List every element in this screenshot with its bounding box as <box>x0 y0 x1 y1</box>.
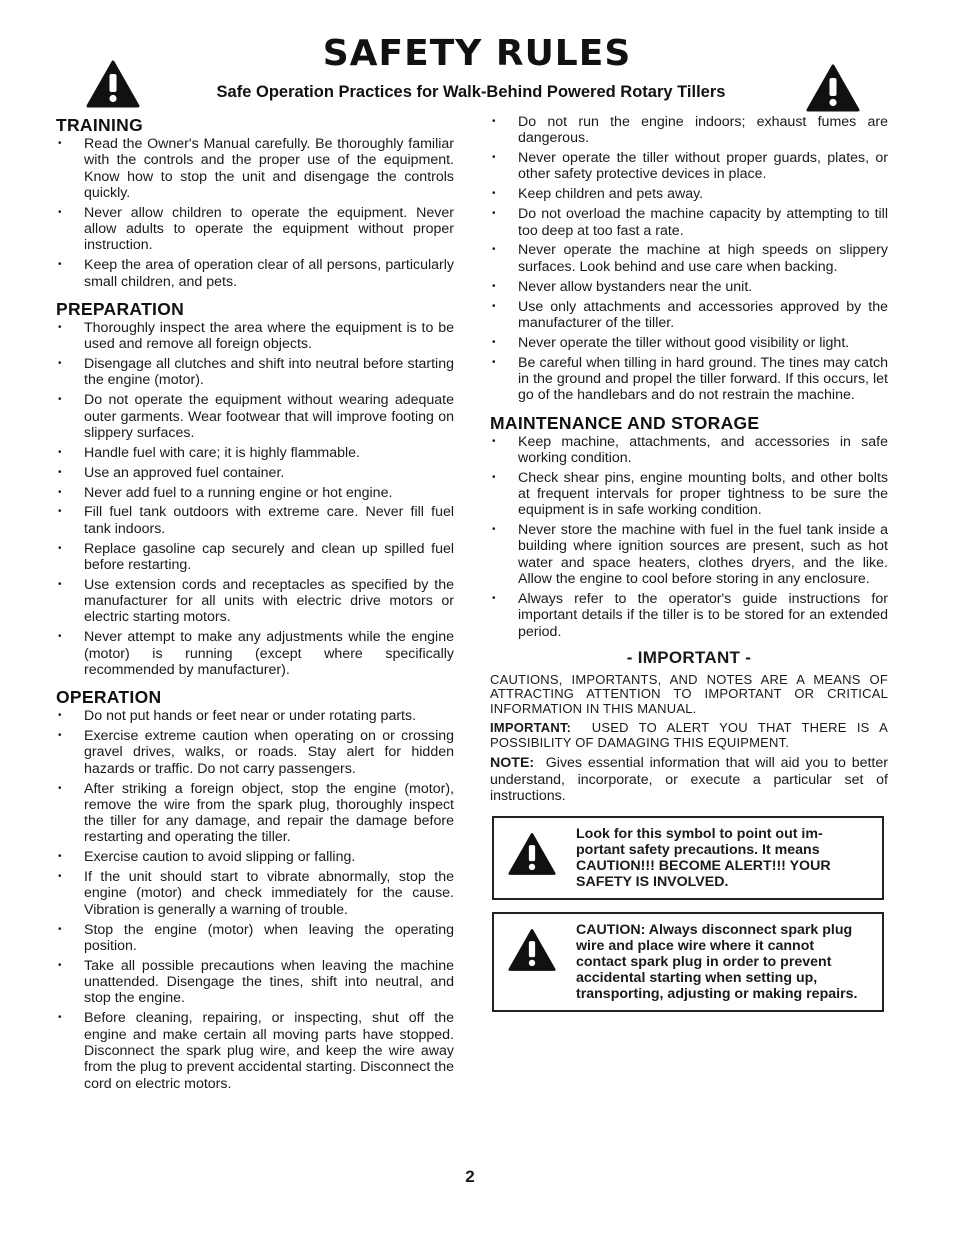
rule-item: • Use only attachments and accessories approved by the manufacturer of the tiller. <box>490 299 888 332</box>
page-title: SAFETY RULES <box>322 33 632 74</box>
rule-item: • Never operate the tiller without good visibility or light. <box>490 335 888 351</box>
rule-item: • Never allow bystanders near the unit. <box>490 279 888 295</box>
rule-item: • Take all possible precautions when leaving the machine unattended. Disengage the tines, shift into neutral, and stop the engine. <box>56 958 454 1007</box>
rule-item: • After striking a foreign object, stop the engine (motor), remove the wire from the spark plug, thoroughly inspect the tiller for any damage, and repair the damage before restarting and operating the tiller. <box>56 781 454 846</box>
section-maintenance <box>490 412 888 640</box>
rule-item: • Use extension cords and receptacles as specified by the manufacturer for all units with electric drive motors or electric starting motors. <box>56 577 454 626</box>
rule-item: • Never add fuel to a running engine or hot engine. <box>56 485 454 501</box>
rule-item: • Exercise extreme caution when operating on or crossing gravel drives, walks, or roads. Stay alert for hidden hazards or traffic. Do not carry passengers. <box>56 728 454 777</box>
rule-item: • Do not put hands or feet near or under rotating parts. <box>56 708 454 724</box>
rule-item: • Always refer to the operator's guide instructions for important details if the tiller is to be stored for an extended period. <box>490 591 888 640</box>
important-title: - IMPORTANT - <box>626 647 752 667</box>
rule-item: • Stop the engine (motor) when leaving the operating position. <box>56 922 454 955</box>
section-heading: OPERATION <box>56 687 162 708</box>
rule-item: • Never operate the machine at high speeds on slippery surfaces. Look behind and use care when backing. <box>490 242 888 275</box>
note-definition <box>490 755 888 804</box>
rule-item: • Fill fuel tank outdoors with extreme care. Never fill fuel tank indoors. <box>56 504 454 537</box>
rule-item: • Never operate the tiller without proper guards, plates, or other safety protective devices in place. <box>490 150 888 183</box>
section-operation <box>56 686 454 1092</box>
rule-item: • Keep children and pets away. <box>490 186 888 202</box>
right-column <box>490 114 888 1024</box>
important-label: IMPORTANT: <box>490 720 572 736</box>
section-heading: PREPARATION <box>56 298 185 319</box>
rule-item: • Do not run the engine indoors; exhaust fumes are dangerous. <box>490 114 888 147</box>
rule-item: • Exercise caution to avoid slipping or falling. <box>56 849 454 865</box>
rule-item: • Replace gasoline cap securely and clean up spilled fuel before restarting. <box>56 541 454 574</box>
note-label: NOTE: <box>490 755 535 772</box>
page-number: 2 <box>465 1167 475 1186</box>
rule-list <box>56 320 454 678</box>
rule-item: • Never attempt to make any adjustments while the engine (motor) is running (except where specifically recommended by manufacturer). <box>56 629 454 678</box>
caution-spark-plug-box <box>492 912 884 1012</box>
left-column <box>56 114 454 1100</box>
rule-item: • Thoroughly inspect the area where the equipment is to be used and remove all foreign objects. <box>56 320 454 353</box>
important-definition <box>490 721 888 750</box>
rule-item: • Handle fuel with care; it is highly flammable. <box>56 445 454 461</box>
warning-triangle-icon <box>508 928 556 972</box>
safety-symbol-box <box>492 816 884 900</box>
rule-item: • Never store the machine with fuel in the fuel tank inside a building where ignition sources are present, such as hot water and space heaters, clothes dryers, and the like. Allow the engine to cool before storing in any enclosure. <box>490 522 888 587</box>
warning-triangle-icon <box>508 832 556 876</box>
warning-triangle-icon <box>806 64 860 112</box>
section-operation-continued <box>490 114 888 404</box>
rule-item: • Check shear pins, engine mounting bolts, and other bolts at frequent intervals for proper tightness to be sure the equipment is in safe working condition. <box>490 470 888 519</box>
rule-item: • Read the Owner's Manual carefully. Be thoroughly familiar with the controls and the proper use of the equipment. Know how to stop the unit and disengage the controls quickly. <box>56 136 454 201</box>
rule-item: • Before cleaning, repairing, or inspecting, shut off the engine and make certain all moving parts have stopped. Disconnect the spark plug wire, and keep the wire away from the plug to prevent accidental starting. Disconnect the cord on electric motors. <box>56 1010 454 1091</box>
rule-item: • Do not overload the machine capacity by attempting to till too deep at too fast a rate. <box>490 206 888 239</box>
page-subtitle: Safe Operation Practices for Walk-Behind Powered Rotary Tillers <box>216 83 726 101</box>
rule-list <box>490 434 888 640</box>
rule-item: • Never allow children to operate the equipment. Never allow adults to operate the equipment without proper instruction. <box>56 205 454 254</box>
section-training <box>56 114 454 290</box>
rule-item: • Use an approved fuel container. <box>56 465 454 481</box>
rule-list <box>56 708 454 1092</box>
rule-list <box>490 114 888 404</box>
rule-item: • Keep machine, attachments, and accessories in safe working condition. <box>490 434 888 467</box>
caution-spark-plug-text: CAUTION: Always disconnect spark plug wire and place wire where it cannot contact spark plug in order to prevent accidental starting when setting up, transporting, adjusting or making repairs. <box>576 922 858 1003</box>
section-heading: MAINTENANCE AND STORAGE <box>490 412 760 433</box>
section-heading: TRAINING <box>56 115 143 135</box>
safety-symbol-text: Look for this symbol to point out important safety precautions. It means CAUTION!!! BECOME ALERT!!! YOUR SAFETY IS INVOLVED. <box>576 826 831 891</box>
rule-item: • If the unit should start to vibrate abnormally, stop the engine (motor) and check immediately for the cause. Vibration is generally a warning of trouble. <box>56 869 454 918</box>
rule-item: • Disengage all clutches and shift into neutral before starting the engine (motor). <box>56 356 454 389</box>
rule-list <box>56 136 454 290</box>
important-text: USED TO ALERT YOU THAT THERE IS A POSSIBILITY OF DAMAGING THIS EQUIPMENT. <box>490 720 888 750</box>
note-text: Gives essential information that will aid you to better understand, incorporate, or execute a particular set of instructions. <box>490 755 888 804</box>
important-section <box>490 648 888 804</box>
rule-item: • Do not operate the equipment without wearing adequate outer garments. Wear footwear that will improve footing on slippery surfaces. <box>56 392 454 441</box>
important-intro: CAUTIONS, IMPORTANTS, AND NOTES ARE A MEANS OF ATTRACTING ATTENTION TO IMPORTANT OR CRITICAL INFORMATION IN THIS MANUAL. <box>490 671 888 716</box>
section-preparation <box>56 298 454 678</box>
rule-item: • Be careful when tilling in hard ground. The tines may catch in the ground and propel the tiller forward. If this occurs, let go of the handlebars and do not restrain the machine. <box>490 355 888 404</box>
rule-item: • Keep the area of operation clear of all persons, particularly small children, and pets. <box>56 257 454 290</box>
